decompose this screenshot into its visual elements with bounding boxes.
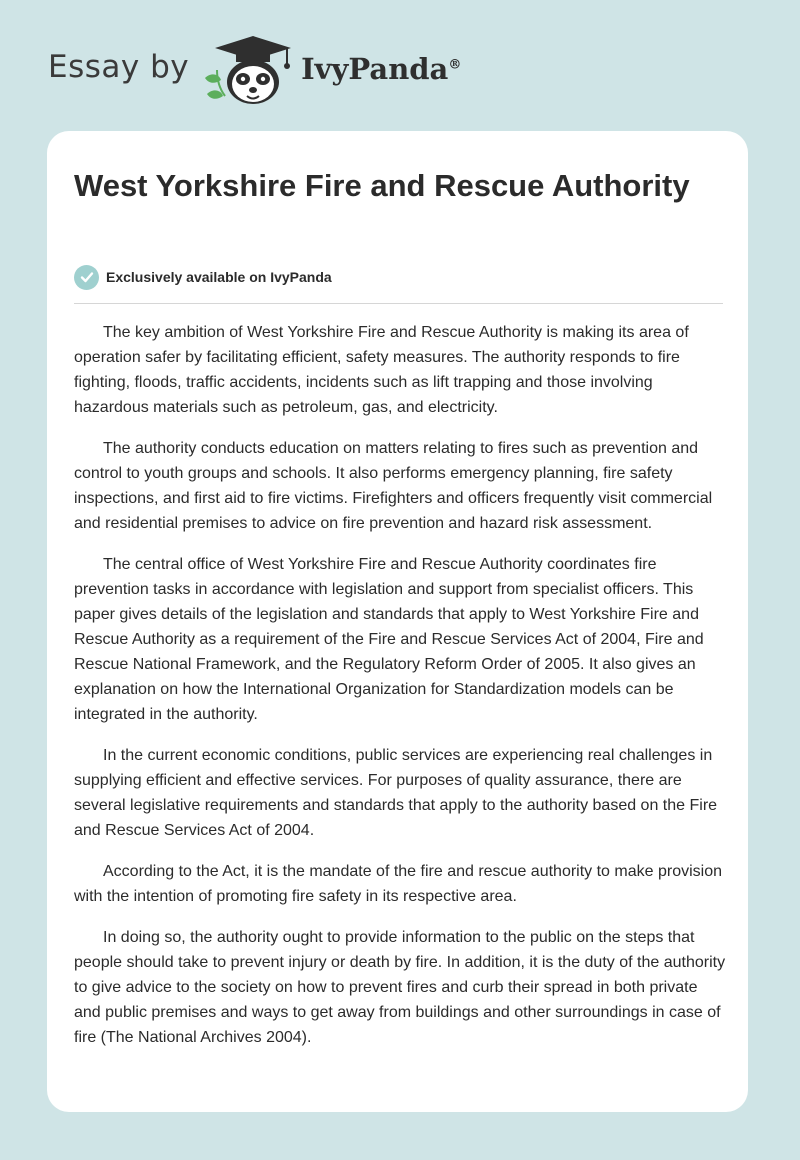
paragraph: According to the Act, it is the mandate of the fire and rescue authority to make provision with the intention of promoting fire safety in its respective area. (74, 863, 722, 905)
divider (74, 303, 723, 304)
badge-text: Exclusively available on IvyPanda (106, 269, 332, 285)
brand-name: IvyPanda® (301, 52, 462, 86)
check-icon (74, 265, 99, 290)
paragraph: In doing so, the authority ought to provide information to the public on the steps that people should take to prevent injury or death by fire. In addition, it is the duty of the authority to give advice to the society on how to prevent fires and curb their spread in both private and public premises and ways to get away from buildings and other surroundings in case of fire (The National Archives 2004). (74, 929, 726, 1046)
panda-graduate-icon (203, 34, 295, 106)
paragraph: The authority conducts education on matters relating to fires such as prevention and control to youth groups and schools. It also performs emergency planning, fire safety inspections, and first aid to fire victims. Firefighters and officers frequently visit commercial and residential premises to advice on fire prevention and hazard risk assessment. (74, 440, 713, 532)
paragraph: The central office of West Yorkshire Fire and Rescue Authority coordinates fire prevention tasks in accordance with legislation and support from specialist officers. This paper gives details of the legislation and standards that apply to West Yorkshire Fire and Rescue Authority as a requirement of the Fire and Rescue Services Act of 2004, Fire and Rescue National Framework, and the Regulatory Reform Order of 2005. It also gives an explanation on how the International Organization for Standardization models can be integrated in the authority. (74, 556, 704, 723)
page-title: West Yorkshire Fire and Rescue Authority (74, 168, 690, 203)
brand-header (48, 34, 461, 106)
paragraph: The key ambition of West Yorkshire Fire and Rescue Authority is making its area of operation safer by facilitating efficient, safety measures. The authority responds to fire fighting, floods, traffic accidents, incidents such as lift trapping and those involving hazardous materials such as petroleum, gas, and electricity. (74, 324, 689, 416)
article-card (47, 131, 748, 1112)
article-body (74, 320, 726, 1066)
brand-prefix: Essay by (48, 49, 190, 85)
paragraph: In the current economic conditions, public services are experiencing real challenges in supplying efficient and effective services. For purposes of quality assurance, there are several legislative requirements and standards that apply to the authority based on the Fire and Rescue Services Act of 2004. (74, 747, 718, 839)
exclusive-badge (74, 264, 332, 290)
registered-mark: ® (448, 57, 462, 73)
